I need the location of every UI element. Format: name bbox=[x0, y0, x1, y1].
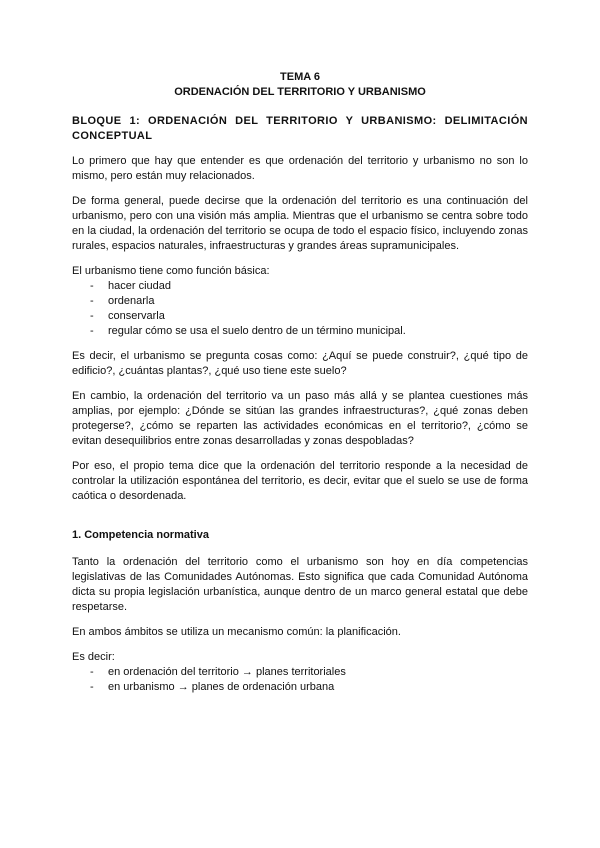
paragraph-conclusion: Por eso, el propio tema dice que la ordenación del territorio responde a la necesidad de controlar la utilización espontánea del territorio, es decir, evitar que el suelo se use de forma caótica o desordenada. bbox=[72, 460, 528, 502]
dash-marker: - bbox=[90, 666, 94, 678]
paragraph-planificacion: En ambos ámbitos se utiliza un mecanismo común: la planificación. bbox=[72, 626, 401, 638]
functions-list bbox=[72, 279, 528, 339]
planes-list bbox=[72, 665, 528, 695]
tema-label: TEMA 6 bbox=[280, 71, 320, 83]
bloque-heading: BLOQUE 1: ORDENACIÓN DEL TERRITORIO Y URBANISMO: DELIMITACIÓN CONCEPTUAL bbox=[72, 115, 528, 142]
document-title: ORDENACIÓN DEL TERRITORIO Y URBANISMO bbox=[174, 86, 426, 98]
list-item-text: en urbanismo → planes de ordenación urbana bbox=[108, 681, 335, 693]
dash-marker: - bbox=[90, 681, 94, 693]
paragraph-functions-intro: El urbanismo tiene como función básica: bbox=[72, 265, 270, 277]
dash-marker: - bbox=[90, 280, 94, 292]
paragraph-competencias: Tanto la ordenación del territorio como el urbanismo son hoy en día competencias legislativas de las Comunidades Autónomas. Esto significa que cada Comunidad Autónoma dicta su propia legislación urbanística, aunque dentro de un marco general estatal que debe respetarse. bbox=[72, 556, 528, 613]
paragraph-definition: De forma general, puede decirse que la ordenación del territorio es una continuación del urbanismo, pero con una visión más amplia. Mientras que el urbanismo se centra sobre todo en la ciudad, la ordenación del territorio se ocupa de todo el espacio físico, incluyendo zonas rurales, espacios naturales, infraestructuras y grandes áreas supramunicipales. bbox=[72, 195, 528, 252]
list-item-text: regular cómo se usa el suelo dentro de un término municipal. bbox=[108, 325, 406, 337]
competencia-heading: 1. Competencia normativa bbox=[72, 529, 209, 541]
list-item bbox=[72, 680, 528, 695]
dash-marker: - bbox=[90, 295, 94, 307]
list-item-text: hacer ciudad bbox=[108, 280, 171, 292]
list-item-text: ordenarla bbox=[108, 295, 155, 307]
list-item bbox=[72, 665, 528, 680]
list-item bbox=[72, 309, 528, 324]
list-item bbox=[72, 324, 528, 339]
list-item-text: conservarla bbox=[108, 310, 165, 322]
list-item bbox=[72, 294, 528, 309]
paragraph-urbanismo-questions: Es decir, el urbanismo se pregunta cosas como: ¿Aquí se puede construir?, ¿qué tipo de edificio?, ¿cuántas plantas?, ¿qué uso tiene este suelo? bbox=[72, 350, 528, 377]
document-title-block bbox=[72, 70, 528, 100]
paragraph-intro: Lo primero que hay que entender es que ordenación del territorio y urbanismo no son lo mismo, pero están muy relacionados. bbox=[72, 155, 528, 182]
paragraph-es-decir: Es decir: bbox=[72, 651, 115, 663]
list-item-text: en ordenación del territorio → planes territoriales bbox=[108, 666, 346, 678]
paragraph-ordenacion-questions: En cambio, la ordenación del territorio va un paso más allá y se plantea cuestiones más amplias, por ejemplo: ¿Dónde se sitúan las grandes infraestructuras?, ¿qué zonas deben protegerse?, ¿cómo se reparten las actividades económicas en el territorio?, ¿cómo se evitan desequilibrios entre zonas desarrolladas y zonas despobladas? bbox=[72, 390, 528, 447]
dash-marker: - bbox=[90, 325, 94, 337]
list-item bbox=[72, 279, 528, 294]
dash-marker: - bbox=[90, 310, 94, 322]
